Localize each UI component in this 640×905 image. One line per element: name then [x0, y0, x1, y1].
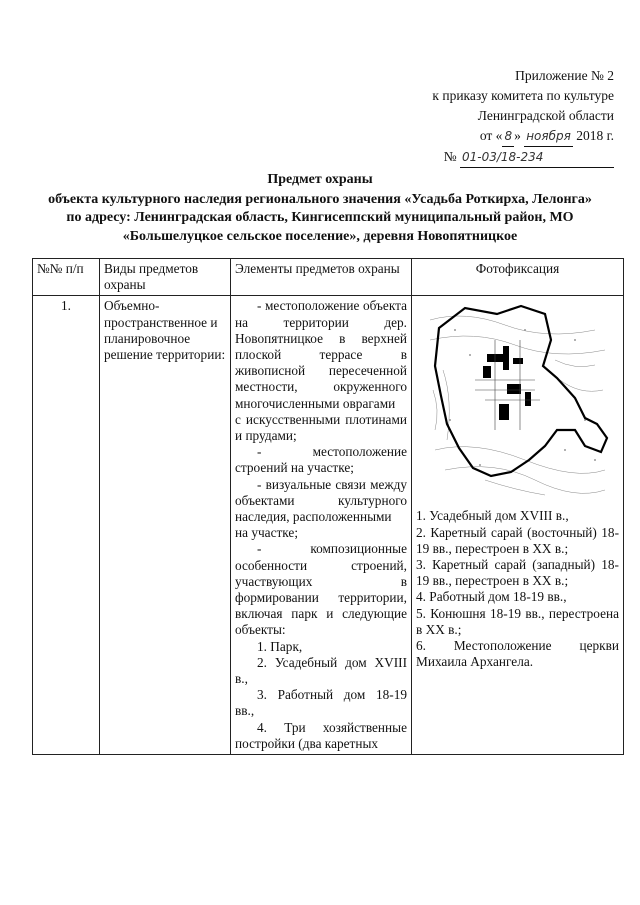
- number-prefix: №: [443, 149, 460, 164]
- date-mid: »: [514, 128, 525, 143]
- legend-item: 6. Местоположение церкви Михаила Архангела.: [416, 638, 619, 670]
- date-prefix: от «: [479, 128, 503, 143]
- protection-table: [32, 258, 624, 755]
- document-title: [40, 171, 600, 246]
- row-type: Объемно-пространственное и планировочное решение территории:: [100, 296, 231, 755]
- legend-item: 5. Конюшня 18-19 вв., перестроена в XX в.;: [416, 605, 619, 637]
- title-main: Предмет охраны: [267, 172, 373, 187]
- title-subtitle: объекта культурного наследия регионального значения «Усадьба Роткирха, Лелонга» по адресу: Ленинградская область, Кингисеппский муниципальный район, МО «Большелуцкое сельское поселение», деревня Новопятницкое: [48, 191, 592, 244]
- appendix-number-line: [432, 147, 614, 168]
- element-item: - композиционные особенности строений, участвующих в формировании территории, включая парк и следующие объекты:: [235, 541, 407, 638]
- element-item: - местоположение строений на участке;: [235, 444, 407, 476]
- site-plan-map: [425, 300, 611, 506]
- order-number: 01-03/18-234: [460, 147, 614, 168]
- legend-item: 2. Каретный сарай (восточный) 18-19 вв., перестроен в XX в.;: [416, 524, 619, 556]
- table-header-row: [33, 259, 624, 296]
- header-photo: Фотофиксация: [412, 259, 624, 296]
- row-photo: [412, 296, 624, 755]
- element-item: с искусственными плотинами и прудами;: [235, 411, 407, 444]
- appendix-block: [432, 66, 614, 168]
- header-type: Виды предметов охраны: [100, 259, 231, 296]
- date-day: 8: [502, 126, 514, 147]
- appendix-order-line: к приказу комитета по культуре: [432, 88, 614, 103]
- photo-legend: [416, 508, 619, 670]
- element-item: - визуальные связи между объектами культурного наследия, расположенными: [235, 476, 407, 525]
- row-number: 1.: [33, 296, 100, 755]
- appendix-region-line: Ленинградской области: [477, 108, 614, 123]
- element-item: 1. Парк,: [257, 638, 303, 654]
- element-item: - местоположение объекта на территории дер. Новопятницкое в верхней плоской террасе в живописной пересеченной местности, окруженного многочисленными оврагами: [235, 298, 407, 411]
- element-item: 2. Усадебный дом XVIII в.,: [235, 654, 407, 687]
- appendix-date-line: [432, 126, 614, 147]
- legend-item: 3. Каретный сарай (западный) 18-19 вв., перестроен в XX в.;: [416, 557, 619, 589]
- table-row: [33, 296, 624, 755]
- legend-item: 4. Работный дом 18-19 вв.,: [416, 589, 567, 605]
- header-number: №№ п/п: [33, 259, 100, 296]
- row-elements: [231, 296, 412, 755]
- element-item: на участке;: [235, 525, 299, 541]
- appendix-title: Приложение № 2: [515, 68, 614, 83]
- element-item: 3. Работный дом 18-19 вв.,: [235, 687, 407, 719]
- date-suffix: 2018 г.: [572, 128, 614, 143]
- legend-item: 1. Усадебный дом XVIII в.,: [416, 508, 569, 524]
- element-item: 4. Три хозяйственные постройки (два каретных: [235, 719, 407, 751]
- date-month: ноября: [524, 126, 573, 147]
- header-elements: Элементы предметов охраны: [231, 259, 412, 296]
